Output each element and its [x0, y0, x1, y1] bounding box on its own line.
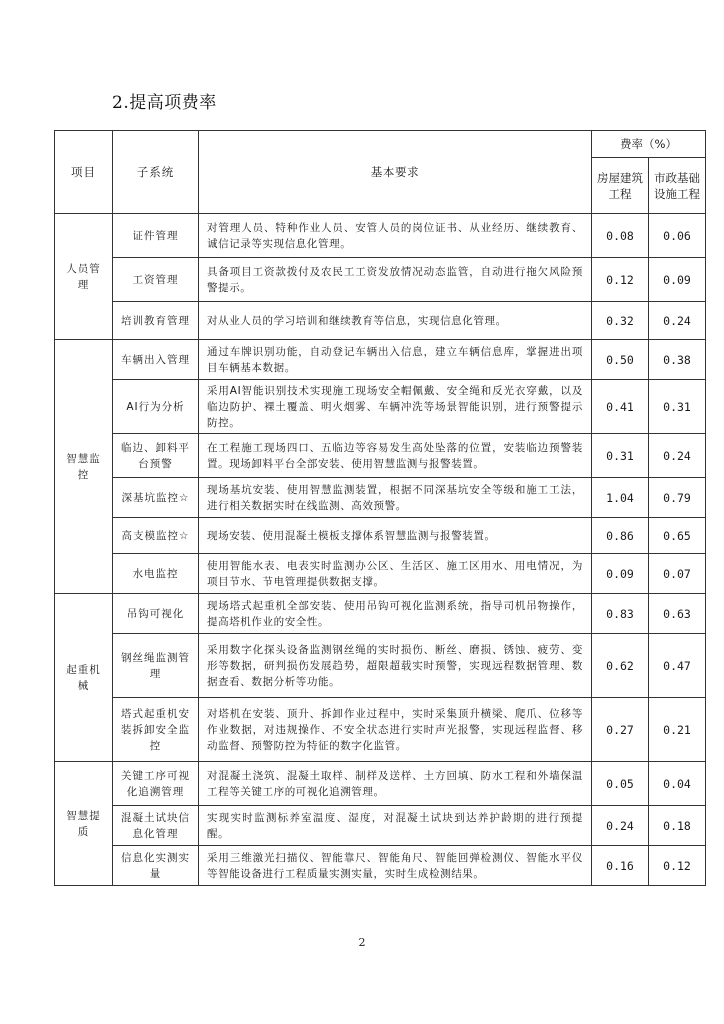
section-title: 2.提高项费率 — [112, 93, 217, 113]
subsystem-cell: 培训教育管理 — [113, 302, 199, 340]
requirement-cell: 具备项目工资款拨付及农民工工资发放情况动态监管，自动进行拖欠风险预警提示。 — [199, 258, 592, 302]
requirement-cell: 实现实时监测标养室温度、湿度，对混凝土试块到达养护龄期的进行预提醒。 — [199, 806, 592, 846]
rate-municipal-cell: 0.38 — [649, 340, 706, 380]
table-header-row — [55, 131, 706, 158]
requirement-cell: 对管理人员、特种作业人员、安管人员的岗位证书、从业经历、继续教育、诚信记录等实现信息化管理。 — [199, 214, 592, 258]
header-rate-building: 房屋建筑工程 — [592, 158, 649, 214]
rate-building-cell: 1.04 — [592, 478, 649, 518]
rate-municipal-cell: 0.24 — [649, 302, 706, 340]
rate-municipal-cell: 0.04 — [649, 762, 706, 806]
subsystem-cell: 钢丝绳监测管理 — [113, 634, 199, 698]
table-row — [55, 214, 706, 258]
table-row — [55, 302, 706, 340]
page-number: 2 — [358, 936, 366, 949]
rate-municipal-cell: 0.18 — [649, 806, 706, 846]
rate-municipal-cell: 0.79 — [649, 478, 706, 518]
subsystem-cell: 吊钩可视化 — [113, 594, 199, 634]
project-group-cell: 人员管理 — [55, 214, 113, 340]
rate-municipal-cell: 0.63 — [649, 594, 706, 634]
requirement-cell: 现场塔式起重机全部安装、使用吊钩可视化监测系统，指导司机吊物操作，提高塔机作业的安全性。 — [199, 594, 592, 634]
rate-municipal-cell: 0.21 — [649, 698, 706, 762]
rate-municipal-cell: 0.07 — [649, 554, 706, 594]
requirement-cell: 采用三维激光扫描仪、智能靠尺、智能角尺、智能回弹检测仪、智能水平仪等智能设备进行工程质量实测实量，实时生成检测结果。 — [199, 846, 592, 886]
table-row — [55, 698, 706, 762]
requirement-cell: 对塔机在安装、顶升、拆卸作业过程中，实时采集顶升横梁、爬爪、位移等作业数据，对违规操作、不安全状态进行实时声光报警，实现远程监督、移动监督、预警防控为特征的数字化监管。 — [199, 698, 592, 762]
subsystem-cell: 深基坑监控☆ — [113, 478, 199, 518]
rate-building-cell: 0.32 — [592, 302, 649, 340]
table-row — [55, 806, 706, 846]
header-rate: 费率（%） — [592, 131, 706, 158]
subsystem-cell: AI行为分析 — [113, 380, 199, 434]
requirement-cell: 对混凝土浇筑、混凝土取样、制样及送样、土方回填、防水工程和外墙保温工程等关键工序的可视化追溯管理。 — [199, 762, 592, 806]
subsystem-cell: 信息化实测实量 — [113, 846, 199, 886]
project-group-cell: 智慧提质 — [55, 762, 113, 886]
rate-building-cell: 0.86 — [592, 518, 649, 554]
subsystem-cell: 车辆出入管理 — [113, 340, 199, 380]
table-row — [55, 434, 706, 478]
rate-municipal-cell: 0.12 — [649, 846, 706, 886]
table-row — [55, 380, 706, 434]
rate-municipal-cell: 0.47 — [649, 634, 706, 698]
table-row — [55, 258, 706, 302]
subsystem-cell: 关键工序可视化追溯管理 — [113, 762, 199, 806]
subsystem-cell: 混凝土试块信息化管理 — [113, 806, 199, 846]
header-subsystem: 子系统 — [113, 131, 199, 214]
project-group-cell: 智慧监控 — [55, 340, 113, 594]
subsystem-cell: 高支模监控☆ — [113, 518, 199, 554]
header-rate-municipal: 市政基础设施工程 — [649, 158, 706, 214]
requirement-cell: 通过车牌识别功能，自动登记车辆出入信息，建立车辆信息库，掌握进出项目车辆基本数据。 — [199, 340, 592, 380]
table-row — [55, 554, 706, 594]
rate-building-cell: 0.16 — [592, 846, 649, 886]
project-group-cell: 起重机械 — [55, 594, 113, 762]
subsystem-cell: 临边、卸料平台预警 — [113, 434, 199, 478]
requirement-cell: 采用数字化探头设备监测钢丝绳的实时损伤、断丝、磨损、锈蚀、疲劳、变形等数据，研判损伤发展趋势，超限超载实时预警，实现远程数据管理、数据查看、数据分析等功能。 — [199, 634, 592, 698]
rate-municipal-cell: 0.31 — [649, 380, 706, 434]
requirement-cell: 对从业人员的学习培训和继续教育等信息，实现信息化管理。 — [199, 302, 592, 340]
table-row — [55, 478, 706, 518]
rate-building-cell: 0.50 — [592, 340, 649, 380]
rate-building-cell: 0.08 — [592, 214, 649, 258]
subsystem-cell: 水电监控 — [113, 554, 199, 594]
rate-municipal-cell: 0.65 — [649, 518, 706, 554]
requirement-cell: 现场安装、使用混凝土模板支撑体系智慧监测与报警装置。 — [199, 518, 592, 554]
header-project: 项目 — [55, 131, 113, 214]
rate-building-cell: 0.12 — [592, 258, 649, 302]
table-row — [55, 518, 706, 554]
table-row — [55, 340, 706, 380]
subsystem-cell: 塔式起重机安装拆卸安全监控 — [113, 698, 199, 762]
rate-building-cell: 0.62 — [592, 634, 649, 698]
table-row — [55, 762, 706, 806]
fee-rate-table-body — [55, 131, 706, 886]
rate-building-cell: 0.31 — [592, 434, 649, 478]
rate-building-cell: 0.27 — [592, 698, 649, 762]
requirement-cell: 现场基坑安装、使用智慧监测装置，根据不同深基坑安全等级和施工工法，进行相关数据实时在线监测、高效预警。 — [199, 478, 592, 518]
requirement-cell: 在工程施工现场四口、五临边等容易发生高处坠落的位置，安装临边预警装置。现场卸料平台全部安装、使用智慧监测与报警装置。 — [199, 434, 592, 478]
rate-municipal-cell: 0.09 — [649, 258, 706, 302]
requirement-cell: 使用智能水表、电表实时监测办公区、生活区、施工区用水、用电情况，为项目节水、节电管理提供数据支撑。 — [199, 554, 592, 594]
rate-building-cell: 0.05 — [592, 762, 649, 806]
rate-building-cell: 0.24 — [592, 806, 649, 846]
rate-municipal-cell: 0.06 — [649, 214, 706, 258]
table-row — [55, 634, 706, 698]
subsystem-cell: 工资管理 — [113, 258, 199, 302]
requirement-cell: 采用AI智能识别技术实现施工现场安全帽佩戴、安全绳和反光衣穿戴，以及临边防护、裸土覆盖、明火烟雾、车辆冲洗等场景智能识别，进行预警提示防控。 — [199, 380, 592, 434]
rate-building-cell: 0.41 — [592, 380, 649, 434]
rate-municipal-cell: 0.24 — [649, 434, 706, 478]
table-row — [55, 846, 706, 886]
subsystem-cell: 证件管理 — [113, 214, 199, 258]
rate-building-cell: 0.83 — [592, 594, 649, 634]
header-requirement: 基本要求 — [199, 131, 592, 214]
table-row — [55, 594, 706, 634]
rate-building-cell: 0.09 — [592, 554, 649, 594]
fee-rate-table — [54, 130, 706, 886]
